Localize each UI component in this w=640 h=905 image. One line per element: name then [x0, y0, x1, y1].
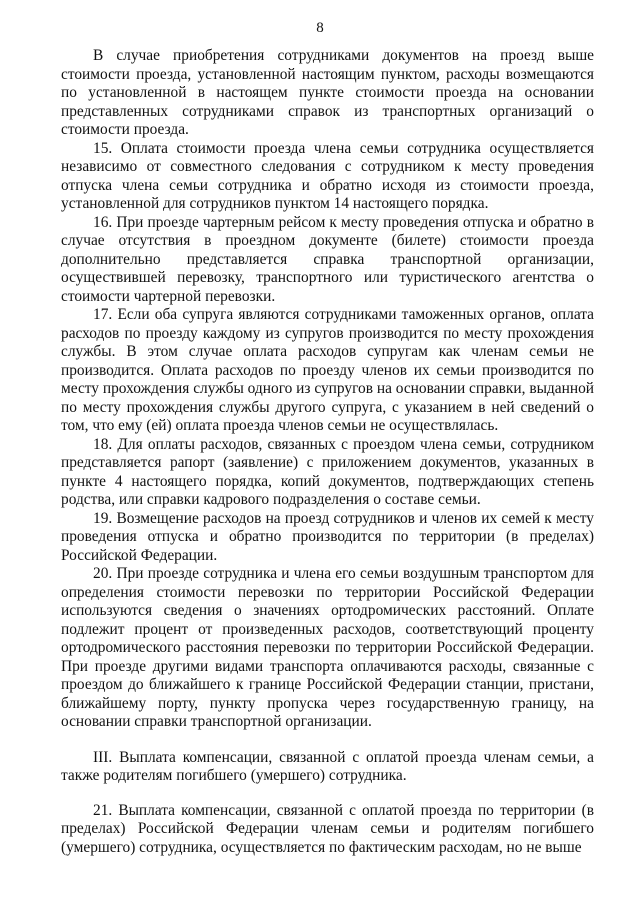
paragraph-19: 19. Возмещение расходов на проезд сотрудников и членов их семей к месту проведения отпуска и обратно производится по территории (в пределах) Российской Федерации.	[61, 509, 594, 564]
paragraph-15: 15. Оплата стоимости проезда члена семьи сотрудника осуществляется независимо от совместного следования с сотрудником к месту проведения отпуска члена семьи сотрудника и обратно исходя из стоимости проезда, установленной для сотрудников пунктом 14 настоящего порядка.	[61, 139, 594, 212]
paragraph-14-continued: В случае приобретения сотрудниками документов на проезд выше стоимости проезда, установленной настоящим пунктом, расходы возмещаются по установленной в настоящем пункте стоимости проезда на основании представленных сотрудниками справок из транспортных организаций о стоимости проезда.	[61, 47, 594, 138]
paragraph-21: 21. Выплата компенсации, связанной с оплатой проезда по территории (в пределах) Российской Федерации членам семьи и родителям погибшего (умершего) сотрудника, осуществляется по фактическим расходам, но не выше	[61, 801, 594, 856]
document-body	[61, 47, 594, 857]
paragraph-16: 16. При проезде чартерным рейсом к месту проведения отпуска и обратно в случае отсутствия в проездном документе (билете) стоимости проезда дополнительно представляется справка транспортной организации, осуществившей перевозку, транспортного или туристического агентства о стоимости чартерной перевозки.	[61, 213, 594, 305]
paragraph-18: 18. Для оплаты расходов, связанных с проездом члена семьи, сотрудником представляется рапорт (заявление) с приложением документов, указанных в пункте 4 настоящего порядка, копий документов, подтверждающих степень родства, или справки кадрового подразделения о составе семьи.	[61, 435, 594, 508]
page-number: 8	[316, 20, 324, 36]
paragraph-20: 20. При проезде сотрудника и члена его семьи воздушным транспортом для определения стоимости перевозки по территории Российской Федерации используются сведения о значениях ортодромических расстояний. Оплате подлежит процент от произведенных расходов, соответствующий проценту ортодромического расстояния перевозки по территории Российской Федерации. При проезде другими видами транспорта оплачиваются расходы, связанные с проездом до ближайшего к границе Российской Федерации станции, пристани, ближайшему порту, пункту пропуска через государственную границу, на основании справки транспортной организации.	[61, 565, 594, 730]
section-heading-iii: III. Выплата компенсации, связанной с оплатой проезда членам семьи, а также родителям погибшего (умершего) сотрудника.	[61, 748, 594, 784]
paragraph-17: 17. Если оба супруга являются сотрудниками таможенных органов, оплата расходов по проезду каждому из супругов производится по месту прохождения службы. В этом случае оплата расходов супругам как членам семьи не производится. Оплата расходов по проезду членов их семьи производится по месту прохождения службы одного из супругов на основании справки, выданной по месту прохождения службы другого супруга, с указанием в ней сведений о том, что ему (ей) оплата проезда членов семьи не осуществлялась.	[61, 306, 594, 434]
